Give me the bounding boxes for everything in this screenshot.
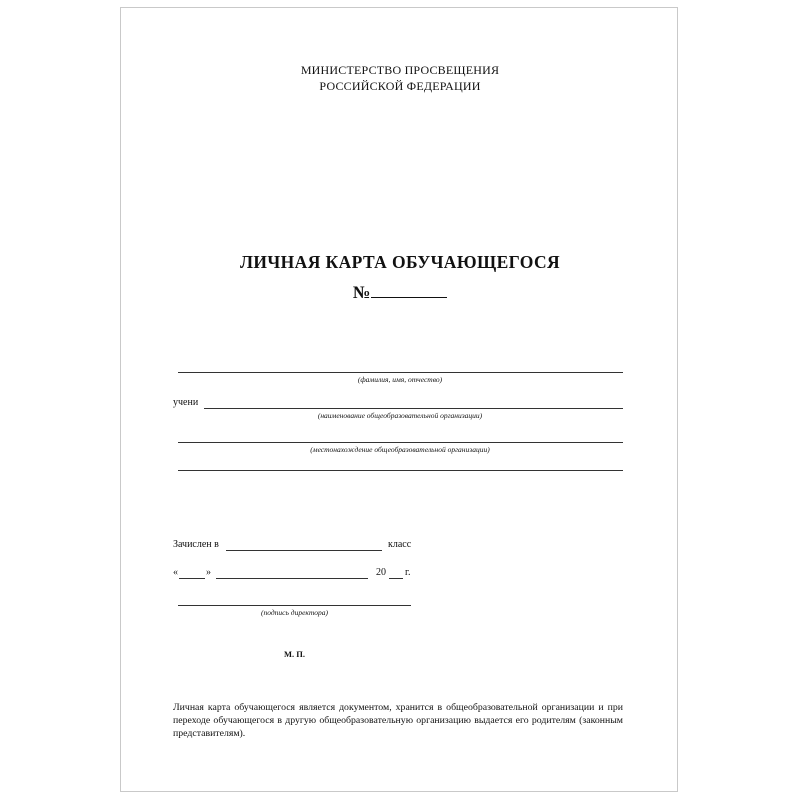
date-open-quote: « [173, 567, 178, 578]
class-label: класс [388, 539, 412, 550]
date-close-quote: » [206, 567, 211, 578]
year-prefix: 20 [376, 567, 386, 578]
ministry-header [121, 62, 679, 94]
org-name-blank-line[interactable] [204, 408, 623, 409]
document-page [120, 7, 678, 792]
document-title: ЛИЧНАЯ КАРТА ОБУЧАЮЩЕГОСЯ [239, 252, 561, 272]
ministry-line-1: МИНИСТЕРСТВО ПРОСВЕЩЕНИЯ [300, 63, 500, 77]
fio-caption: (фамилия, имя, отчество) [357, 375, 443, 384]
enrolled-label: Зачислен в [173, 539, 219, 550]
card-number-blank[interactable] [371, 280, 447, 298]
ministry-line-2: РОССИЙСКОЙ ФЕДЕРАЦИИ [319, 79, 481, 93]
month-blank-line[interactable] [216, 578, 368, 579]
year-blank-line[interactable] [389, 578, 403, 579]
director-signature-line[interactable] [178, 605, 411, 606]
fio-blank-line[interactable] [178, 372, 623, 373]
org-name-caption: (наименование общеобразовательной организации) [317, 411, 483, 420]
seal-place-label: М. П. [284, 649, 306, 659]
number-sign: № [352, 282, 371, 302]
student-of-label: учени [173, 397, 199, 408]
footer-note: Личная карта обучающегося является документом, хранится в общеобразовательной организации и при переходе обучающегося в другую общеобразовательную организацию выдается его родителям (законным представителям). [173, 702, 623, 739]
org-location-blank-line[interactable] [178, 442, 623, 443]
card-number-row [121, 280, 679, 303]
class-blank-line[interactable] [226, 550, 382, 551]
org-location-blank-line-2[interactable] [178, 470, 623, 471]
day-blank-line[interactable] [179, 578, 205, 579]
org-location-caption: (местонахождение общеобразовательной организации) [310, 445, 490, 454]
director-signature-caption: (подпись директора) [260, 608, 328, 617]
year-suffix: г. [405, 567, 411, 578]
